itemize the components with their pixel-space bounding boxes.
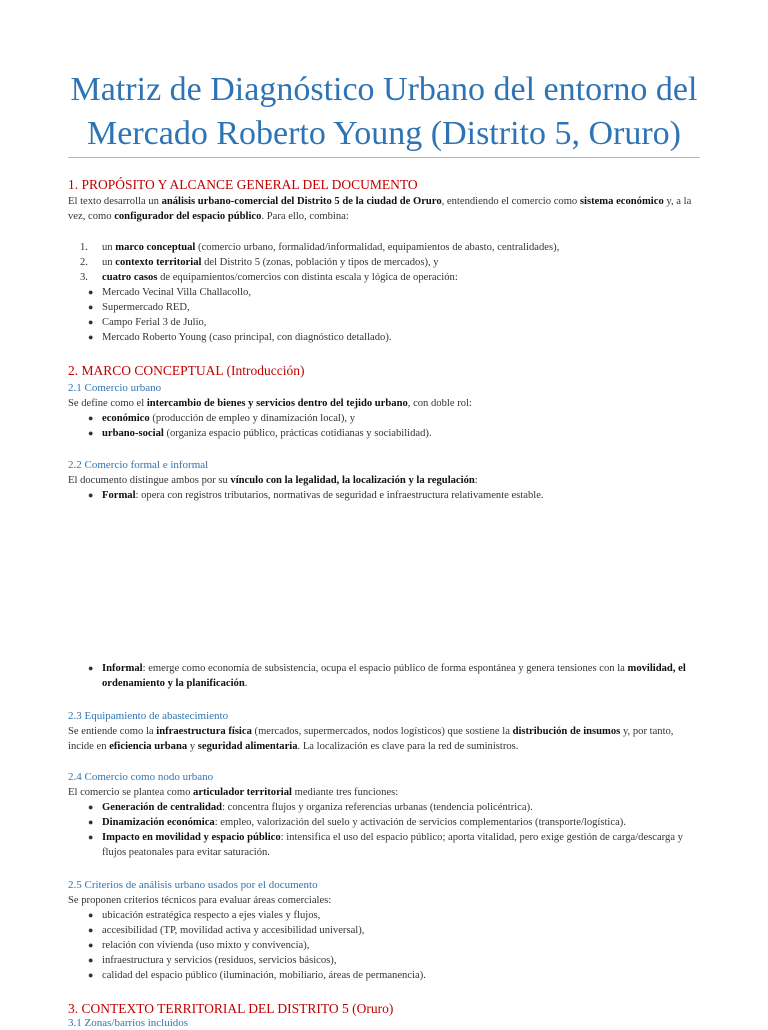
subsection-2-4-heading: 2.4 Comercio como nodo urbano	[68, 771, 214, 783]
subsection-2-1-list	[68, 411, 700, 441]
bullet-icon: ●	[88, 940, 94, 950]
subsection-2-5-list	[68, 908, 700, 983]
subsection-2-4-paragraph: El comercio se plantea como articulador territorial mediante tres funciones:	[68, 787, 399, 798]
bullet-icon: ●	[88, 817, 94, 827]
subsection-3-1-heading: 3.1 Zonas/barrios incluidos	[68, 1017, 189, 1029]
bullet-icon: ●	[88, 287, 94, 297]
list-item: ● Campo Ferial 3 de Julio,	[88, 317, 207, 328]
list-item: ● Mercado Roberto Young (caso principal, con diagnóstico detallado).	[88, 332, 392, 343]
subsection-2-4-list	[68, 800, 700, 860]
section-1-numbered-list	[68, 240, 700, 285]
list-item: 3. cuatro casos de equipamientos/comercios con distinta escala y lógica de operación:	[80, 272, 458, 283]
list-item: ● infraestructura y servicios (residuos, servicios básicos),	[88, 955, 337, 966]
subsection-2-2-formal-list	[68, 488, 700, 503]
subsection-2-3-paragraph: Se entiende como la infraestructura física (mercados, supermercados, nodos logísticos) que sostiene la distribución de insumos y, por tanto, incide en eficiencia urbana y seguridad alimentaria. La localización es clave para la red de suministros.	[68, 726, 674, 752]
bullet-icon: ●	[88, 302, 94, 312]
bullet-icon: ●	[88, 910, 94, 920]
bullet-icon: ●	[88, 832, 94, 842]
section-2-heading: 2. MARCO CONCEPTUAL (Introducción)	[68, 363, 305, 378]
bullet-icon: ●	[88, 317, 94, 327]
section-1-heading: 1. PROPÓSITO Y ALCANCE GENERAL DEL DOCUMENTO	[68, 177, 418, 192]
list-item: ● calidad del espacio público (iluminación, mobiliario, áreas de permanencia).	[88, 970, 426, 981]
list-item: 2. un contexto territorial del Distrito 5 (zonas, población y tipos de mercados), y	[80, 257, 439, 268]
bullet-icon: ●	[88, 955, 94, 965]
list-item: ● Mercado Vecinal Villa Challacollo,	[88, 287, 252, 298]
list-item: ● accesibilidad (TP, movilidad activa y accesibilidad universal),	[88, 925, 365, 936]
title-line-1: Matriz de Diagnóstico Urbano del entorno del	[70, 71, 698, 108]
section-1-paragraph: El texto desarrolla un análisis urbano-comercial del Distrito 5 de la ciudad de Oruro, entendiendo el comercio como sistema económico y, a la vez, como configurador del espacio público. Para ello, combina:	[68, 196, 692, 222]
list-item: ● urbano-social (organiza espacio público, prácticas cotidianas y sociabilidad).	[88, 428, 432, 439]
section-3-heading: 3. CONTEXTO TERRITORIAL DEL DISTRITO 5 (Oruro)	[68, 1001, 394, 1016]
title-divider	[68, 157, 700, 158]
list-item: ● Supermercado RED,	[88, 302, 190, 313]
list-item: ● relación con vivienda (uso mixto y convivencia),	[88, 940, 310, 951]
subsection-2-2-heading: 2.2 Comercio formal e informal	[68, 459, 209, 471]
list-item: ● Informal: emerge como economía de subsistencia, ocupa el espacio público de forma espontánea y genera tensiones con la movilidad, el ordenamiento y la planificación.	[88, 663, 686, 689]
list-item: ● ubicación estratégica respecto a ejes viales y flujos,	[88, 910, 321, 921]
subsection-2-5-paragraph: Se proponen criterios técnicos para evaluar áreas comerciales:	[68, 895, 332, 906]
subsection-2-5-heading: 2.5 Criterios de análisis urbano usados por el documento	[68, 879, 318, 891]
bullet-icon: ●	[88, 925, 94, 935]
subsection-2-2-informal-list	[68, 661, 700, 691]
bullet-icon: ●	[88, 490, 94, 500]
list-item: ● Generación de centralidad: concentra flujos y organiza referencias urbanas (tendencia policéntrica).	[88, 802, 533, 813]
section-1-cases-list	[68, 285, 700, 345]
list-item: ● Impacto en movilidad y espacio público: intensifica el uso del espacio público; aporta vitalidad, pero exige gestión de carga/descarga y flujos peatonales para evitar saturación.	[88, 832, 683, 858]
bullet-icon: ●	[88, 332, 94, 342]
subsection-2-1-paragraph: Se define como el intercambio de bienes y servicios dentro del tejido urbano, con doble rol:	[68, 398, 472, 409]
bullet-icon: ●	[88, 970, 94, 980]
list-item: ● económico (producción de empleo y dinamización local), y	[88, 413, 355, 424]
subsection-2-2-paragraph: El documento distingue ambos por su vínculo con la legalidad, la localización y la regulación:	[68, 475, 478, 486]
list-item: ● Dinamización económica: empleo, valorización del suelo y activación de servicios complementarios (transporte/logística).	[88, 817, 626, 828]
subsection-2-1-heading: 2.1 Comercio urbano	[68, 382, 162, 394]
bullet-icon: ●	[88, 802, 94, 812]
list-item: ● Formal: opera con registros tributarios, normativas de seguridad e infraestructura relativamente estable.	[88, 490, 544, 501]
subsection-2-3-heading: 2.3 Equipamiento de abastecimiento	[68, 710, 229, 722]
bullet-icon: ●	[88, 428, 94, 438]
bullet-icon: ●	[88, 663, 94, 673]
bullet-icon: ●	[88, 413, 94, 423]
title-line-2: Mercado Roberto Young (Distrito 5, Oruro)	[87, 115, 681, 152]
document-title	[60, 68, 708, 156]
list-item: 1. un marco conceptual (comercio urbano, formalidad/informalidad, equipamientos de abasto, centralidades),	[80, 242, 560, 253]
